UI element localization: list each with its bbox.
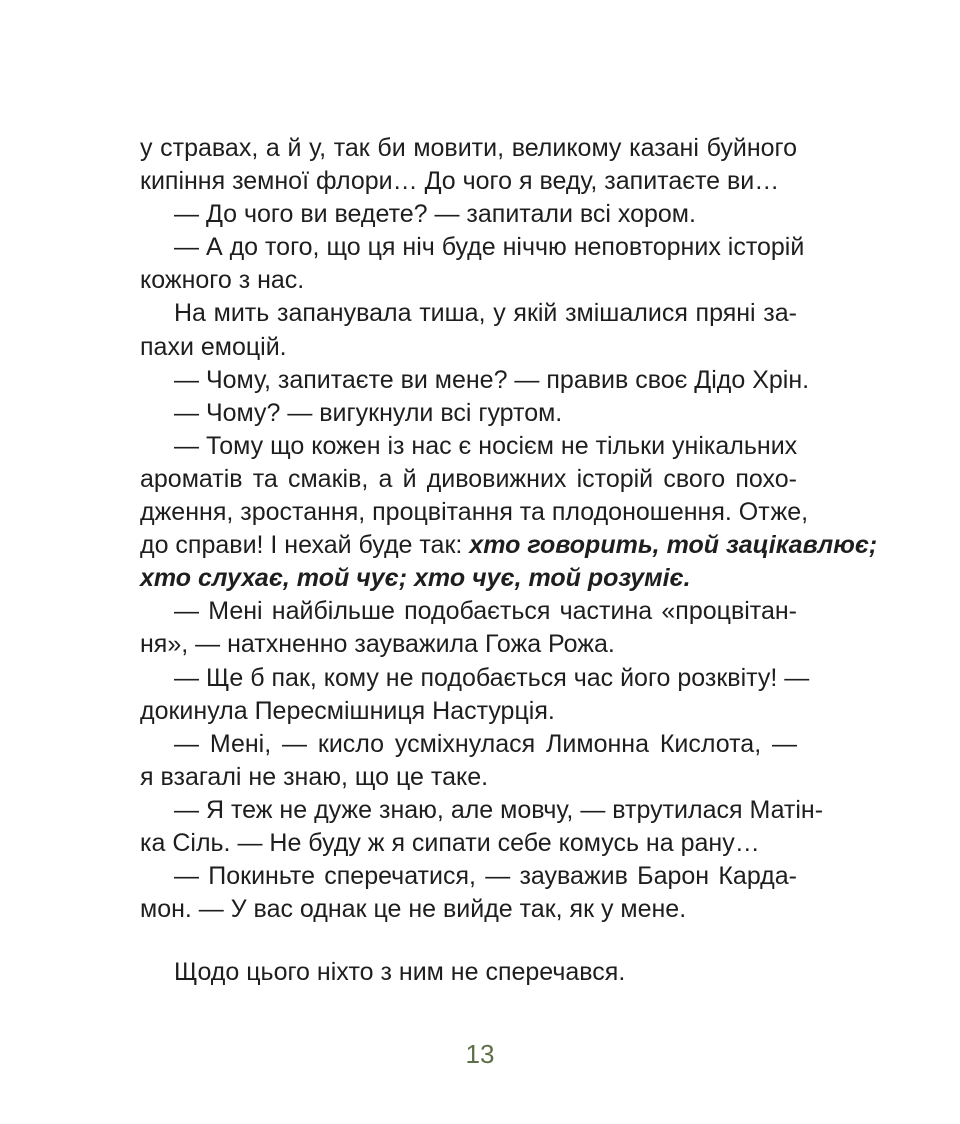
dialogue-line: — Чому? — вигукнули всі гуртом.: [174, 398, 563, 427]
dialogue-line: — Покиньте сперечатися, — зауважив Барон Карда-: [174, 862, 797, 891]
dialogue-line: — До чого ви ведете? — запитали всі хором.: [174, 200, 696, 229]
paragraph-gap: [140, 926, 797, 956]
emphasis-line: хто слухає, той чує; хто чує, той розуміє.: [140, 564, 691, 593]
closing-line: Щодо цього ніхто з ним не сперечався.: [174, 958, 626, 987]
text-line: дження, зростання, процвітання та плодоношення. Отже,: [140, 498, 809, 527]
text-line: ка Сіль. — Не буду ж я сипати себе комусь на рану…: [140, 828, 760, 857]
emphasis-run: хто говорить, той зацікавлює;: [469, 531, 878, 560]
text-line: кипіння земної флори… До чого я веду, запитаєте ви…: [140, 167, 780, 196]
text-run: до справи! І нехай буде так:: [140, 531, 470, 560]
text-line: я взагалі не знаю, що це таке.: [140, 762, 489, 791]
dialogue-line: — Я теж не дуже знаю, але мовчу, — втрутилася Матін-: [174, 795, 824, 824]
text-line: пахи емоцій.: [140, 332, 287, 361]
text-line: На мить запанувала тиша, у якій змішалися пряні за-: [174, 299, 797, 328]
dialogue-line: — Мені найбільше подобається частина «процвітан-: [174, 597, 797, 626]
dialogue-line: — Тому що кожен із нас є носієм не тільки унікальних: [174, 431, 798, 460]
page-number: 13: [465, 1039, 495, 1069]
text-line: у стравах, а й у, так би мовити, великому казані буйного: [140, 134, 797, 162]
text-line: кожного з нас.: [140, 266, 305, 295]
dialogue-line: — Чому, запитаєте ви мене? — правив своє Дідо Хрін.: [174, 365, 810, 394]
text-line: мон. — У вас однак це не вийде так, як у мене.: [140, 895, 687, 924]
text-line: [140, 529, 878, 562]
text-line: ня», — натхненно зауважила Гожа Рожа.: [140, 630, 615, 659]
dialogue-line: — А до того, що ця ніч буде ніччю неповторних історій: [174, 233, 805, 262]
page-body: [140, 132, 878, 989]
dialogue-line: — Мені, — кисло усміхнулася Лимонна Кислота, —: [174, 729, 797, 758]
text-line: докинула Пересмішниця Настурція.: [140, 696, 555, 725]
text-line: ароматів та смаків, а й дивовижних історій свого похо-: [140, 464, 797, 493]
dialogue-line: — Ще б пак, кому не подобається час його розквіту! —: [174, 663, 810, 692]
